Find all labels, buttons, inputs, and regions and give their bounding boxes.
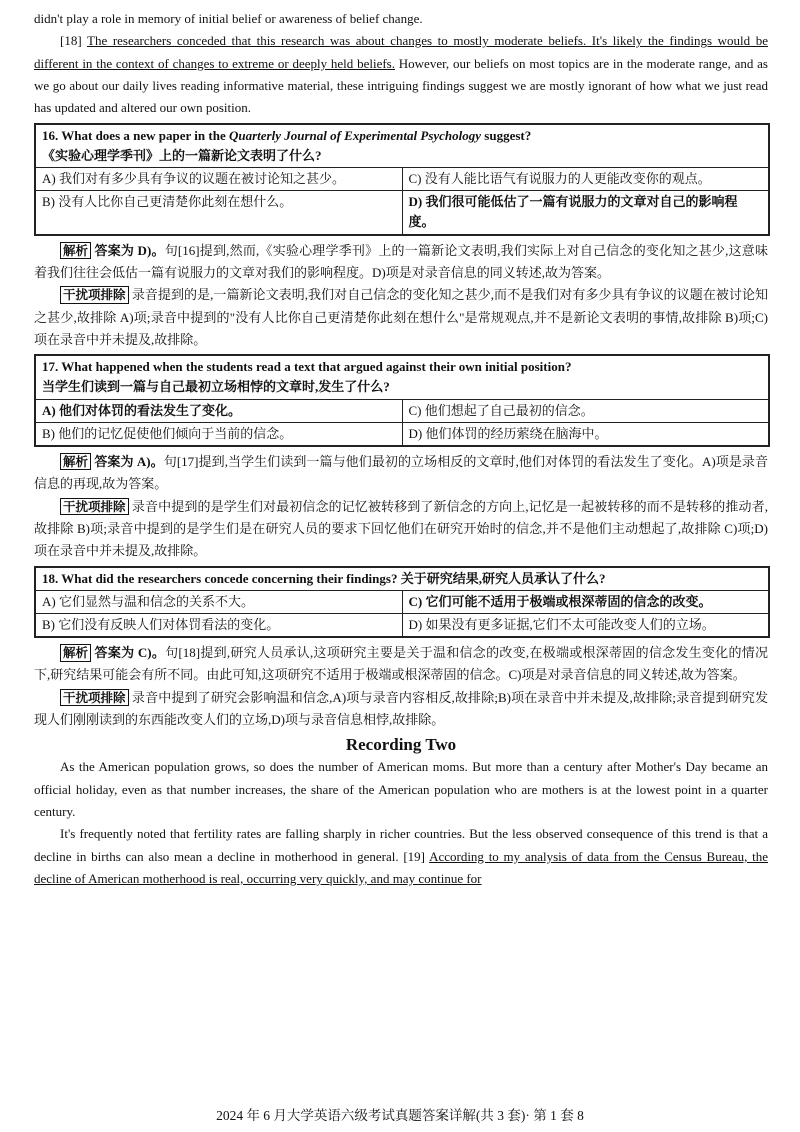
underlined-key-sentence: According to my analysis of data from the Census Bureau, the decline of American motherhood is real, occurring very quickly, and may continue for (34, 848, 768, 887)
underlined-key-sentence: The researchers conceded that this research was about changes to mostly moderate beliefs. It's likely the findings would be different in the context of changes to extreme or deeply held beliefs. (34, 33, 768, 71)
intro-line: didn't play a role in memory of initial belief or awareness of belief change. (34, 11, 423, 26)
option-c: C) 没有人能比语气有说服力的人更能改变你的观点。 (402, 168, 769, 191)
option-d: D) 他们体罚的经历萦绕在脑海中。 (402, 422, 769, 446)
question-16-stem-cn: 《实验心理学季刊》上的一篇新论文表明了什么? (42, 147, 322, 163)
question-17-box (34, 354, 770, 447)
option-a-correct: A) 他们对体罚的看法发生了变化。 (35, 399, 402, 422)
option-b: B) 没有人比你自己更清楚你此刻在想什么。 (35, 191, 402, 235)
distractor-16: 干扰项排除 录音提到的是,一篇新论文表明,我们对自己信念的变化知之甚少,而不是我们对有多少具有争议的议题在被讨论知之甚少,故排除 A)项;录音中提到的"没有人比你自己更清楚你此刻在想什么"是常规观点,并不是新论文表明的事情,故排除 B)项;C)项在录音中并未提及,故排除。 (34, 287, 768, 347)
section-title: Recording Two (345, 734, 457, 754)
question-18-box (34, 566, 770, 638)
analysis-17: 解析 答案为 A)。句[17]提到,当学生们读到一篇与他们最初的立场相反的文章时,他们对体罚的看法发生了变化。A)项是录音信息的再现,故为答案。 (34, 453, 768, 492)
answer-label: 答案为 A)。 (94, 453, 164, 469)
question-17-stem: 17. What happened when the students read a text that argued against their own initial position? 当学生们读到一篇与自己最初立场相悖的文章时,发生了什么? (35, 355, 769, 399)
question-17-stem-cn: 当学生们读到一篇与自己最初立场相悖的文章时,发生了什么? (42, 379, 390, 395)
option-c-correct: C) 它们可能不适用于极端或根深蒂固的信念的改变。 (402, 590, 769, 613)
option-a: A) 它们显然与温和信念的关系不大。 (35, 590, 402, 613)
analysis-16: 解析 答案为 D)。句[16]提到,然而,《实验心理学季刊》上的一篇新论文表明,我们实际上对自己信念的变化知之甚少,这意味着我们往往会低估一篇有说服力的文章对我们的影响程度。D)项是对录音信息的同义转述,故为答案。 (34, 242, 769, 280)
page-footer: 2024 年 6 月大学英语六级考试真题答案详解(共 3 套)· 第 1 套 8 (216, 1108, 584, 1123)
journal-title: Quarterly Journal of Experimental Psychology (228, 127, 482, 143)
paragraph-text: However, our beliefs on most topics are in the moderate range, and as we go about our daily lives reading informative material, these intriguing findings suggest we are mostly ignorant of how what we just read has updated and altered our own position. (34, 55, 768, 116)
analysis-tag: 解析 (60, 242, 91, 260)
recording-two-paragraph-1: As the American population grows, so does the number of American moms. But more than a century after Mother's Day became an official holiday, even as that number increases, the share of the American population who are mothers is at the lowest point in a quarter century. (34, 759, 768, 820)
distractor-17: 干扰项排除 录音中提到的是学生们对最初信念的记忆被转移到了新信念的方向上,记忆是一起被转移的而不是转移的推动者,故排除 B)项;录音中提到的是学生们是在研究人员的要求下回忆他们在研究开始时的信念,并不是他们主动想起了,故排除 C)项;D)项在录音中并未提及,故排除。 (34, 498, 768, 559)
sentence-number: [19] (398, 848, 430, 864)
analysis-tag: 解析 (60, 453, 91, 471)
question-16-box (34, 123, 770, 236)
analysis-tag: 解析 (60, 644, 91, 662)
option-b: B) 他们的记忆促使他们倾向于当前的信念。 (35, 422, 402, 446)
sentence-number: [18] (60, 33, 82, 49)
question-16-stem: 16. What does a new paper in the Quarterly Journal of Experimental Psychology suggest? 《实验心理学季刊》上的一篇新论文表明了什么? (35, 124, 769, 168)
answer-label: 答案为 D)。 (94, 242, 165, 258)
question-18-stem: 18. What did the researchers concede concerning their findings? 关于研究结果,研究人员承认了什么? (35, 567, 769, 591)
answer-label: 答案为 C)。 (94, 645, 166, 661)
option-a: A) 我们对有多少具有争议的议题在被讨论知之甚少。 (35, 168, 402, 191)
option-d: D) 如果没有更多证据,它们不太可能改变人们的立场。 (402, 613, 769, 637)
distractor-tag: 干扰项排除 (60, 498, 129, 516)
analysis-18: 解析 答案为 C)。句[18]提到,研究人员承认,这项研究主要是关于温和信念的改变,在极端或根深蒂固的信念发生变化的情况下,研究结果可能会有所不同。由此可知,这项研究不适用于极端或根深蒂固的信念。C)项是对录音信息的同义转述,故为答案。 (34, 645, 768, 683)
distractor-tag: 干扰项排除 (60, 689, 129, 707)
option-b: B) 它们没有反映人们对体罚看法的变化。 (35, 613, 402, 637)
paragraph-18 (34, 30, 768, 119)
recording-two-paragraph-2: It's frequently noted that fertility rates are falling sharply in richer countries. But the less observed consequence of this trend is that a decline in births can also mean a decline in motherhood in general. [19] According to my analysis of data from the Census Bureau, the decline of American motherhood is real, occurring very quickly, and may continue for (34, 826, 768, 887)
distractor-tag: 干扰项排除 (60, 286, 129, 304)
option-c: C) 他们想起了自己最初的信念。 (402, 399, 769, 422)
option-d-correct: D) 我们很可能低估了一篇有说服力的文章对自己的影响程度。 (402, 191, 769, 235)
distractor-18: 干扰项排除 录音中提到了研究会影响温和信念,A)项与录音内容相反,故排除;B)项在录音中并未提及,故排除;录音提到研究发现人们刚刚读到的东西能改变人们的立场,D)项与录音信息相悖,故排除。 (34, 689, 768, 728)
